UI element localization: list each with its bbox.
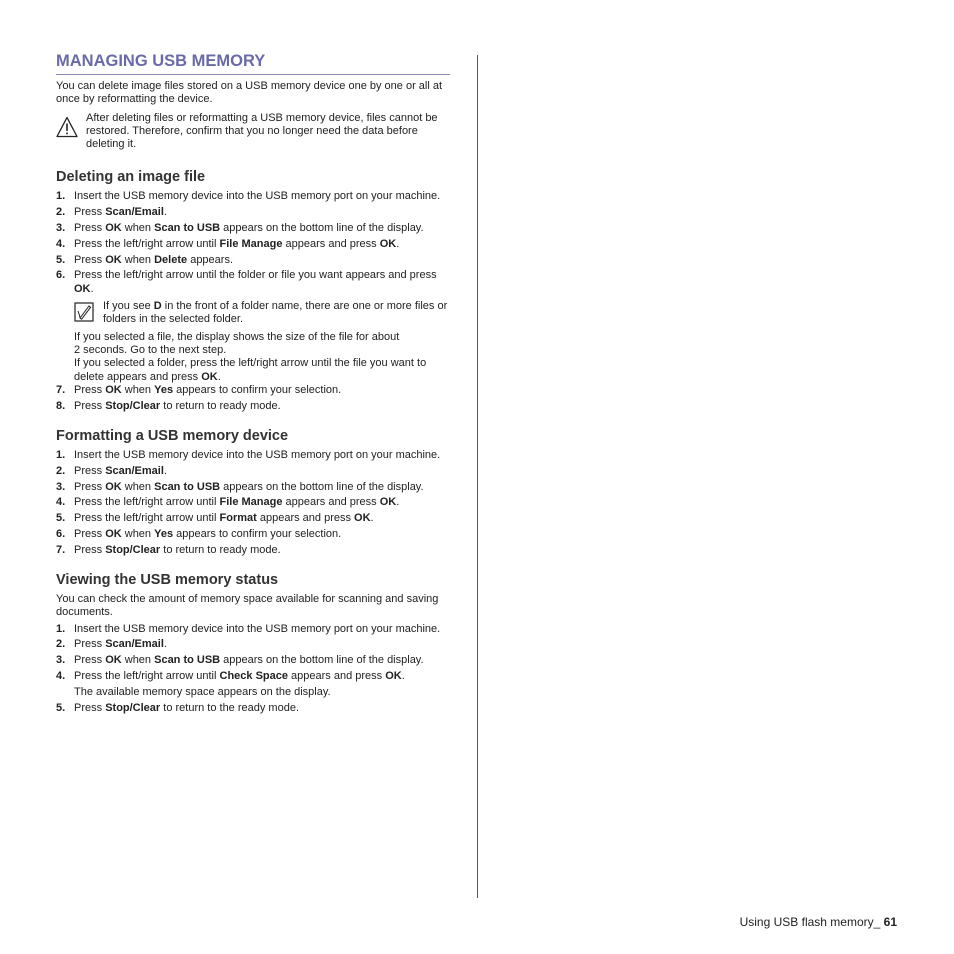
step-item	[56, 269, 450, 296]
warning-icon	[56, 116, 78, 138]
status-steps	[56, 623, 450, 684]
left-column	[56, 52, 450, 717]
step-item	[56, 222, 450, 235]
bold-term: Yes	[154, 383, 174, 396]
step-number: 6.	[56, 527, 66, 540]
step-number: 1.	[56, 190, 66, 203]
bold-term: OK	[105, 383, 122, 396]
text-run: appears on the bottom line of the display.	[220, 222, 424, 235]
bold-term: Check Space	[219, 670, 288, 682]
step-number: 7.	[56, 383, 66, 396]
step-number: 4.	[56, 496, 66, 509]
step-number: 5.	[56, 253, 66, 266]
text-run: Press the left/right arrow until the folder or file you want appears and press	[74, 269, 437, 282]
text-run: Insert the USB memory device into the USB memory port on your machine.	[74, 190, 441, 203]
section-format	[56, 428, 450, 557]
step-number: 4.	[56, 237, 66, 250]
text-run: .	[396, 237, 400, 250]
text-run: when	[121, 480, 155, 493]
text-run: Press	[74, 480, 106, 493]
text-run: Press	[74, 638, 106, 651]
text-run: when	[121, 527, 155, 540]
text-run: Press	[74, 399, 106, 412]
text-run: Press	[74, 222, 106, 235]
text-run: when	[121, 253, 155, 266]
step-number: 5.	[56, 512, 66, 525]
bold-term: OK	[354, 512, 371, 525]
page-footer	[740, 915, 897, 929]
bold-term: OK	[385, 670, 402, 682]
text-line	[56, 344, 450, 357]
text-run: Press	[74, 527, 106, 540]
bold-term: OK	[379, 496, 397, 509]
text-run: .	[90, 282, 94, 295]
step-item	[56, 654, 450, 667]
step-item	[56, 496, 450, 509]
text-run: Press	[74, 654, 106, 667]
text-run: Press	[74, 464, 106, 477]
step-number: 7.	[56, 543, 66, 556]
bold-term: Yes	[154, 527, 174, 540]
text-run: appears and press	[256, 512, 355, 525]
bold-term: Format	[219, 512, 257, 525]
bold-term: OK	[105, 527, 122, 540]
step-item	[56, 670, 450, 683]
text-run: in the front of a folder name, there are one or more files or folders in the selected folder.	[103, 300, 448, 326]
step-item	[56, 254, 450, 267]
section-heading-format: Formatting a USB memory device	[56, 427, 289, 444]
section-heading-delete: Deleting an image file	[56, 169, 206, 186]
bold-term: Scan to USB	[154, 480, 221, 493]
step-number: 3.	[56, 480, 66, 493]
text-run: .	[396, 496, 400, 509]
text-run: appears on the bottom line of the display.	[220, 480, 424, 493]
step-item	[56, 465, 450, 478]
text-run: appears and press	[282, 496, 380, 509]
step-number: 5.	[56, 701, 66, 714]
footer-text: Using USB flash memory_	[739, 915, 884, 929]
step-item	[56, 238, 450, 251]
step-item	[56, 449, 450, 462]
text-run: .	[163, 464, 167, 477]
text-run: .	[370, 512, 374, 525]
bold-term: Scan to USB	[154, 222, 221, 235]
note-pencil-icon	[74, 302, 94, 322]
text-run: Press	[74, 253, 106, 266]
text-run: when	[121, 383, 155, 396]
bold-term: OK	[105, 253, 122, 266]
text-run: .	[401, 670, 405, 682]
step-number: 3.	[56, 222, 66, 235]
text-run: Press	[74, 206, 106, 219]
step-number: 6.	[56, 269, 66, 282]
step-item	[56, 544, 450, 557]
step-number: 2.	[56, 464, 66, 477]
bold-term: Stop/Clear	[105, 399, 161, 412]
text-run: Press the left/right arrow until	[74, 512, 220, 525]
bold-term: Scan/Email	[105, 464, 164, 477]
step-number: 4.	[56, 670, 66, 682]
section-delete	[56, 169, 450, 412]
text-run: appears on the bottom line of the display.	[220, 654, 424, 667]
text-run: Press	[74, 543, 106, 556]
text-run: .	[217, 370, 221, 383]
intro-paragraph: You can delete image files stored on a USB memory device one by one or all at once by reformatting the device.	[56, 80, 443, 106]
bold-term: OK	[105, 654, 122, 667]
text-run: 2 seconds. Go to the next step.	[74, 343, 227, 356]
text-run: If you see	[103, 300, 154, 313]
note-box	[56, 300, 450, 327]
bold-term: OK	[105, 222, 122, 235]
text-run: .	[163, 206, 167, 219]
text-run: Insert the USB memory device into the USB memory port on your machine.	[74, 448, 441, 461]
text-run: appears to confirm your selection.	[173, 383, 342, 396]
step-number: 1.	[56, 448, 66, 461]
warning-text: After deleting files or reformatting a USB memory device, files cannot be restored. Therefore, confirm that you no longer need the data before deleting it.	[86, 111, 438, 151]
step-item	[56, 623, 450, 636]
column-divider	[477, 55, 478, 898]
text-run: when	[121, 654, 155, 667]
step-number: 2.	[56, 638, 66, 651]
text-run: appears to confirm your selection.	[173, 527, 342, 540]
bold-term: File Manage	[219, 496, 283, 509]
note-text	[103, 300, 450, 327]
bold-term: Stop/Clear	[105, 701, 161, 714]
bold-term: D	[153, 300, 162, 313]
status-intro: You can check the amount of memory space available for scanning and saving documents.	[56, 593, 439, 619]
text-run: Press the left/right arrow until	[74, 237, 220, 250]
status-steps-continued	[56, 702, 450, 715]
text-run: when	[121, 222, 155, 235]
bold-term: OK	[74, 282, 91, 295]
warning-box	[56, 112, 450, 152]
page-number: 61	[883, 915, 897, 929]
bold-term: Stop/Clear	[105, 543, 161, 556]
text-run: If you selected a file, the display shows the size of the file for about	[74, 330, 400, 343]
status-continuation: The available memory space appears on the display.	[74, 685, 331, 698]
bold-term: Scan/Email	[105, 638, 164, 651]
step-item	[56, 512, 450, 525]
step-item	[56, 638, 450, 651]
text-line	[56, 357, 450, 384]
section-heading-status: Viewing the USB memory status	[56, 572, 279, 589]
step-number: 8.	[56, 399, 66, 412]
step-item	[56, 190, 450, 203]
text-run: to return to ready mode.	[160, 399, 281, 412]
text-run: to return to the ready mode.	[160, 701, 300, 714]
text-run: Insert the USB memory device into the USB memory port on your machine.	[74, 622, 441, 635]
step-number: 1.	[56, 622, 66, 635]
bold-term: Delete	[154, 253, 188, 266]
page-title: MANAGING USB MEMORY	[56, 52, 450, 75]
text-run: Press	[74, 383, 106, 396]
delete-steps	[56, 190, 450, 296]
text-run: to return to ready mode.	[160, 543, 281, 556]
text-run: Press	[74, 701, 106, 714]
text-line	[56, 331, 450, 344]
text-run: .	[163, 638, 167, 651]
bold-term: OK	[105, 480, 122, 493]
bold-term: Scan/Email	[105, 206, 164, 219]
bold-term: Scan to USB	[154, 654, 221, 667]
step-number: 2.	[56, 206, 66, 219]
step-item	[56, 528, 450, 541]
after-note-text	[56, 331, 450, 384]
delete-steps-continued	[56, 384, 450, 413]
step-number: 3.	[56, 654, 66, 667]
text-run: appears and press	[288, 670, 386, 682]
bold-term: OK	[379, 237, 397, 250]
step-item	[56, 400, 450, 413]
text-run: appears and press	[282, 237, 380, 250]
step-item	[56, 206, 450, 219]
bold-term: OK	[201, 370, 218, 383]
text-run: Press the left/right arrow until	[74, 496, 220, 509]
step-item	[56, 702, 450, 715]
text-run: If you selected a folder, press the left/right arrow until the file you want to delete appears and press	[74, 357, 427, 383]
text-run: Press the left/right arrow until	[74, 670, 220, 682]
text-run: appears.	[187, 253, 234, 266]
step-item	[56, 384, 450, 397]
section-status	[56, 572, 450, 715]
format-steps	[56, 449, 450, 557]
step-item	[56, 481, 450, 494]
bold-term: File Manage	[219, 237, 283, 250]
